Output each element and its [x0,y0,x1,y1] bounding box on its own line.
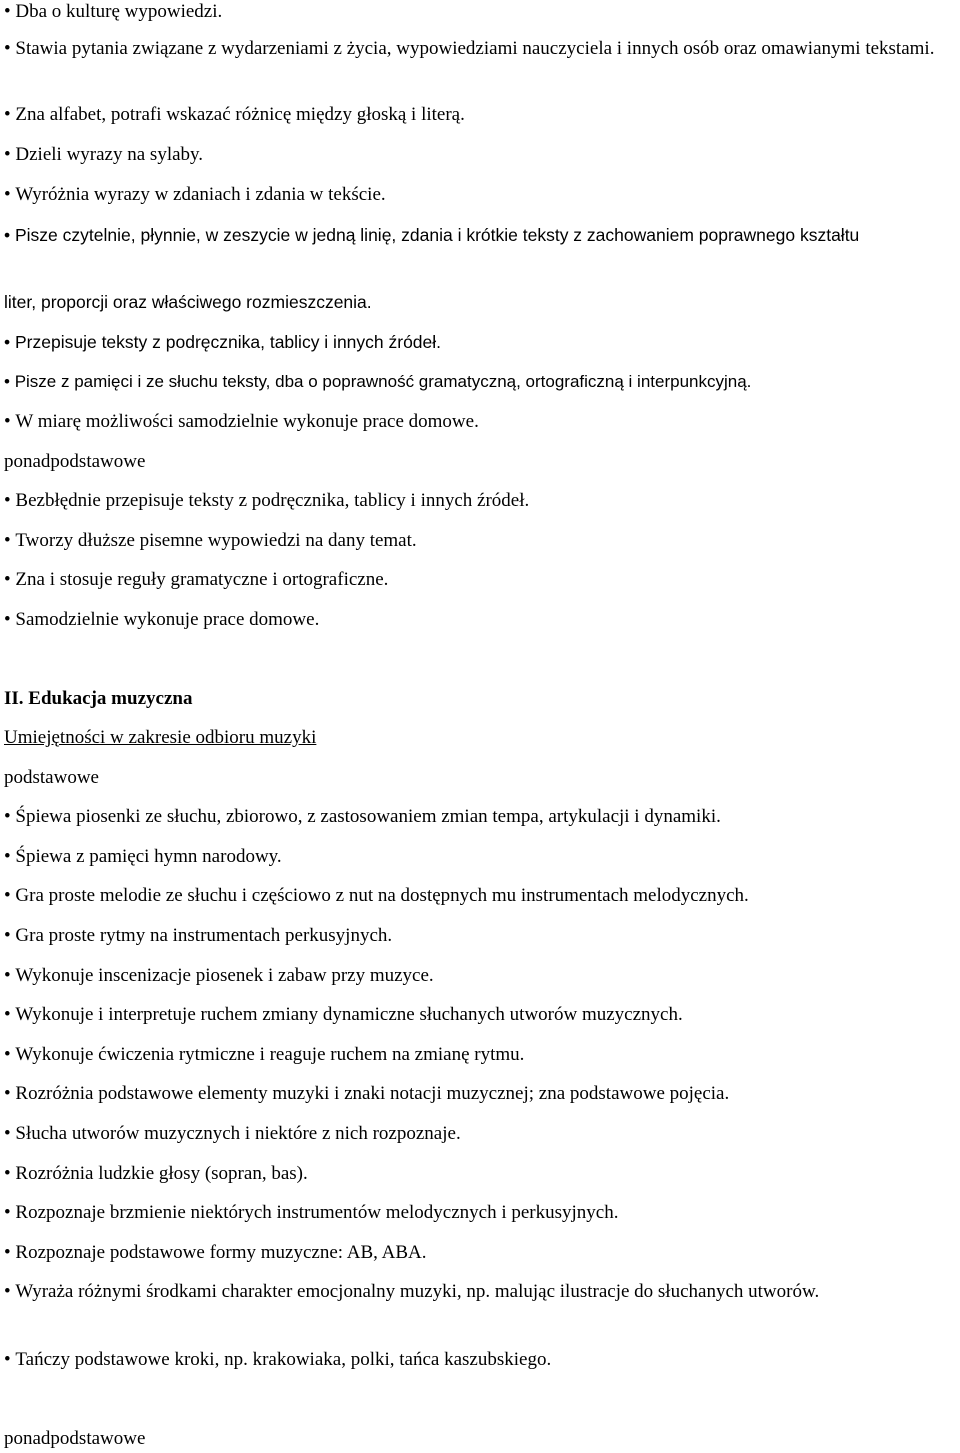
level-heading: podstawowe [4,767,99,788]
list-item-continuation: liter, proporcji oraz właściwego rozmieszczenia. [4,292,372,312]
level-heading: ponadpodstawowe [4,451,146,472]
list-item: • Rozróżnia ludzkie głosy (sopran, bas). [4,1160,960,1188]
list-item: • Rozpoznaje podstawowe formy muzyczne: AB, ABA. [4,1239,960,1267]
section-number: II. [4,688,24,709]
section-heading [4,685,960,713]
list-item: • Przepisuje teksty z podręcznika, tablicy i innych źródeł. [4,328,960,356]
list-item: • Pisze z pamięci i ze słuchu teksty, dba o poprawność gramatyczną, ortograficzną i interpunkcyjną. [4,368,960,396]
list-item: • Bezbłędnie przepisuje teksty z podręcznika, tablicy i innych źródeł. [4,487,960,515]
list-item: • Zna alfabet, potrafi wskazać różnicę między głoską i literą. [4,101,960,129]
subsection-title: Umiejętności w zakresie odbioru muzyki [4,727,317,748]
list-item: • Śpiewa z pamięci hymn narodowy. [4,843,960,871]
list-item: • Stawia pytania związane z wydarzeniami z życia, wypowiedziami nauczyciela i innych osób oraz omawianymi tekstami. [4,35,944,63]
list-item: • Wykonuje i interpretuje ruchem zmiany dynamiczne słuchanych utworów muzycznych. [4,1001,960,1029]
list-item: • Wykonuje inscenizacje piosenek i zabaw przy muzyce. [4,962,960,990]
list-item: • Gra proste rytmy na instrumentach perkusyjnych. [4,922,960,950]
list-item: • Wykonuje ćwiczenia rytmiczne i reaguje ruchem na zmianę rytmu. [4,1041,960,1069]
list-item: • Tańczy podstawowe kroki, np. krakowiaka, polki, tańca kaszubskiego. [4,1346,960,1374]
list-item: • W miarę możliwości samodzielnie wykonuje prace domowe. [4,408,960,436]
section-title: Edukacja muzyczna [28,688,193,709]
list-item: • Dzieli wyrazy na sylaby. [4,141,960,169]
list-item: • Dba o kulturę wypowiedzi. [4,0,960,26]
list-item: • Słucha utworów muzycznych i niektóre z nich rozpoznaje. [4,1120,960,1148]
list-item: • Śpiewa piosenki ze słuchu, zbiorowo, z zastosowaniem zmian tempa, artykulacji i dynamiki. [4,803,960,831]
list-item: • Zna i stosuje reguły gramatyczne i ortograficzne. [4,566,960,594]
list-item: • Samodzielnie wykonuje prace domowe. [4,606,960,634]
list-item: • Tworzy dłuższe pisemne wypowiedzi na dany temat. [4,527,960,555]
level-heading: ponadpodstawowe [4,1428,146,1449]
list-item: • Wyraża różnymi środkami charakter emocjonalny muzyki, np. malując ilustracje do słuchanych utworów. [4,1278,944,1306]
list-item: • Wyróżnia wyrazy w zdaniach i zdania w tekście. [4,181,960,209]
list-item: • Pisze czytelnie, płynnie, w zeszycie w jedną linię, zdania i krótkie teksty z zachowaniem poprawnego kształtu [4,221,904,249]
list-item: • Gra proste melodie ze słuchu i częściowo z nut na dostępnych mu instrumentach melodycznych. [4,882,960,910]
list-item: • Rozróżnia podstawowe elementy muzyki i znaki notacji muzycznej; zna podstawowe pojęcia. [4,1080,960,1108]
list-item: • Rozpoznaje brzmienie niektórych instrumentów melodycznych i perkusyjnych. [4,1199,960,1227]
